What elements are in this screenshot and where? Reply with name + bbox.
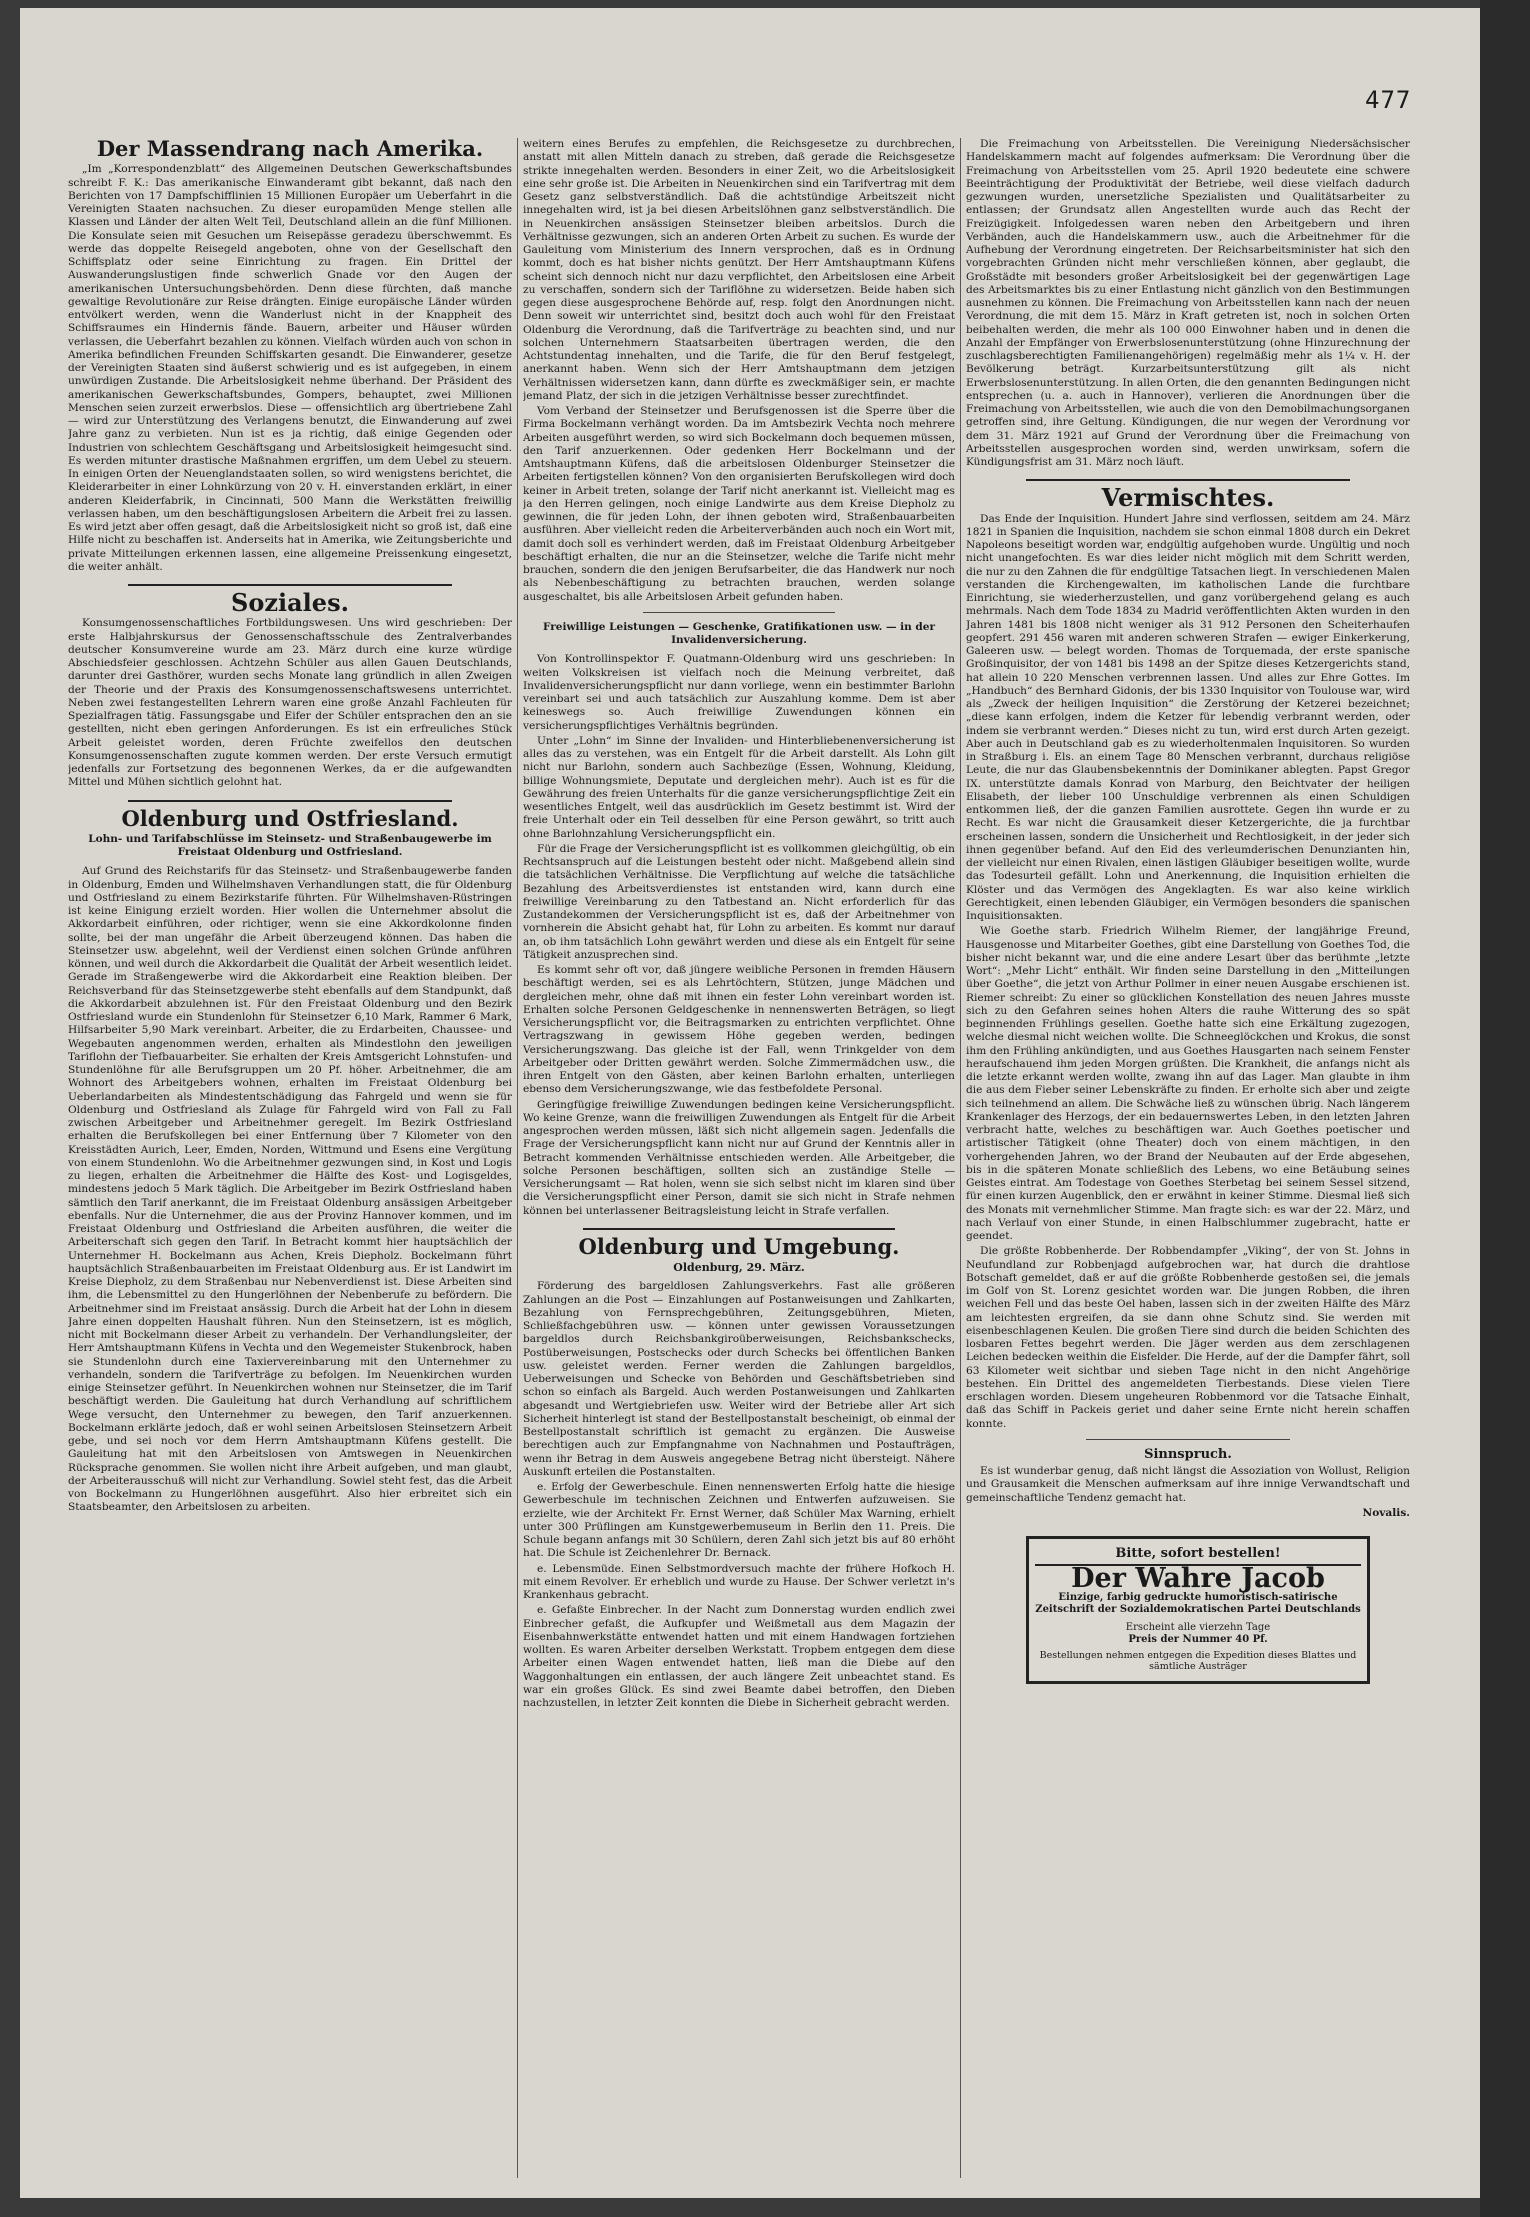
column-2 — [523, 138, 955, 2183]
separator — [128, 800, 452, 802]
article-body-invaliden-5: Geringfügige freiwillige Zuwendungen bedingen keine Versicherungspflicht. Wo keine Grenze, wann die freiwilligen Zuwendungen als Entgelt für die Arbeit angesprochen werden müssen, läßt sich nicht allgemein sagen. Jedenfalls die Frage der Versicherungspflicht kann nicht nur auf Grund der Kenntnis aller in Betracht kommenden Verhältnisse entschieden werden. Alle Arbeitgeber, die solche Personen beschäftigen, sollten sich an zuständige Stelle — Versicherungsamt — Rat holen, wenn sie sich selbst nicht im klaren sind über die Versicherungspflicht einer Person, damit sie sich nicht in Strafe nehmen können bei unterlassener Beitragsleistung leicht in Strafe verfallen. — [523, 1098, 955, 1217]
article-subheading-tarif: Lohn- und Tarifabschlüsse im Steinsetz- und Straßenbaugewerbe im Freistaat Oldenburg und Ostfriesland. — [88, 832, 492, 858]
section-heading-oldenburg-umgebung: Oldenburg und Umgebung. — [578, 1233, 900, 1259]
separator — [583, 1228, 895, 1230]
article-body-massendrang: „Im „Korrespondenzblatt“ des Allgemeinen Deutschen Gewerkschaftsbundes schreibt F. K.: Das amerikanische Einwanderamt gibt bekannt, daß nach den Berichten von 17 Dampfschifflinien 15 Millionen Europäer um Ueberfahrt in die Vereinigten Staaten nachsuchen. Zu dieser europamüden Menge stellen alle Klassen und Länder der alten Welt Teil, Deutschland allein an die fünf Millionen. Die Konsulate seien mit Gesuchen um Reisepässe geradezu überschwemmt. Es werde das doppelte Reisegeld angeboten, ohne von der Gesellschaft den Schiffsplatz oder seine Einrichtung zu fragen. Ein Drittel der Auswanderungslustigen finde schwerlich Gnade vor den Augen der amerikanischen Untersuchungsbehörden. Denn diese fürchten, daß manche gewaltige Revolutionäre zur Reise drängten. Einige europäische Länder würden entvölkert werden, wenn die Wanderlust nicht in der Knappheit des Schiffsraumes ein Hindernis fände. Bauern, arbeiter und Häuser würden verlassen, die Ueberfahrt bezahlen zu können. Vielfach würden auch von schon in Amerika befindlichen Freunden Schiffskarten gesandt. Die Einwanderer, gesetze der Vereinigten Staaten sind äußerst schwierig und es ist aufgegeben, in einem unwürdigen Zustande. Die Arbeitslosigkeit nehme überhand. Der Präsident des amerikanischen Gewerkschaftsbundes, Gompers, behauptet, zwei Millionen Menschen seien zurzeit erwerbslos. Diese — offensichtlich arg übertriebene Zahl — wird zur Unterstützung des Verlangens benutzt, die Einwanderung auf zwei Jahre ganz zu verbieten. Nun ist es ja richtig, daß einige Gegenden oder Industrien von schlechtem Geschäftsgang und Arbeitslosigkeit heimgesucht sind. Es werden mitunter drastische Maßnahmen ergriffen, um dem Uebel zu steuern. In einigen Orten der Neuenglandstaaten sollen, so wird wenigstens berichtet, die Kleiderarbeiter in einer Lohnkürzung von 20 v. H. einverstanden erklärt, in einer anderen Kleiderfabrik, in Cincinnati, 500 Mann die Werkstätten freiwillig verlassen haben, um den beschäftigungslosen Arbeitern die Arbeit frei zu lassen. Es wird jetzt aber offen gesagt, daß die Arbeitslosigkeit nicht so groß ist, daß eine Hilfe nicht zu beschaffen ist. Anderseits hat in Amerika, wie Zeitungsberichte und private Mitteilungen erkennen lassen, eine allgemeine Preissenkung eingesetzt, die weiter anhält. — [68, 163, 512, 573]
article-body-continued: weitern eines Berufes zu empfehlen, die Reichsgesetze zu durchbrechen, anstatt mit allen Mitteln danach zu streben, daß gerade die Reichsgesetze strikte innegehalten werden. Besonders in einer Zeit, wo die Arbeitslosigkeit eine sehr große ist. Die Arbeiten in Neuenkirchen sind ein Tarifvertrag mit dem Gesetz ganz selbstverständlich. Daß die achtstündige Arbeitszeit nicht innegehalten wird, ist ja bei diesen Arbeitslöhnen ganz selbstverständlich. Die in Neuenkirchen ansässigen Steinsetzer bleiben arbeitslos. Durch die Verhältnisse gezwungen, sich an anderen Orten Arbeit zu suchen. Es wurde der Gauleitung vom Ministerium des Innern versprochen, daß es in Ordnung kommt, doch es hat bisher nichts genützt. Der Herr Amtshauptmann Küfens scheint sich dennoch nicht nur dazu verpflichtet, den Arbeitslosen eine Arbeit zu verschaffen, sondern sich der Tariflöhne zu widersetzen. Beide haben sich gegen diese ausgesprochene Behörde auf, resp. folgt den Anordnungen nicht. Denn soweit wir unterrichtet sind, besitzt doch auch wohl für den Freistaat Oldenburg die Verordnung, daß die Tarifverträge zu beachten sind, und nur solchen Unternehmern Staatsarbeiten übertragen werden, die den Achtstundentag innehalten, und die Tarife, die für den Beruf festgelegt, anerkannt haben. Wenn sich der Herr Amtshauptmann dem jetzigen Verhältnissen widersetzen kann, dann dürfte es zweckmäßiger sein, er machte jemand Platz, der sich in die jetzigen Verhältnisse besser zurechtfindet. — [523, 138, 955, 402]
column-1 — [68, 138, 512, 2183]
scan-border — [1480, 0, 1530, 2217]
news-item-gewerbeschule: e. Erfolg der Gewerbeschule. Einen nennenswerten Erfolg hatte die hiesige Gewerbeschule im technischen Zeichnen und Entwerfen aufzuweisen. Sie erzielte, wie der Architekt Fr. Ernst Werner, daß Schüler Max Warning, erhielt unter 300 Prüflingen am Kunstgewerbemuseum in Berlin den 11. Preis. Die Schule begann anfangs mit 30 Schülern, deren Zahl sich jetzt bis auf 80 erhöht hat. Die Schule ist Zeichenlehrer Dr. Bernack. — [523, 1481, 955, 1560]
aphorism-author: Novalis. — [1362, 1506, 1410, 1519]
ad-frequency: Erscheint alle vierzehn Tage — [1125, 1621, 1271, 1633]
article-body-konsum: Konsumgenossenschaftliches Fortbildungswesen. Uns wird geschrieben: Der erste Halbjahrskursus der Genossenschaftsschule des Zentralverbandes deutscher Konsumvereine wurde am 23. März durch eine kurze würdige Abschiedsfeier geschlossen. Achtzehn Schüler aus allen Gauen Deutschlands, darunter drei Gasthörer, wurden sechs Monate lang gründlich in allen Zweigen der Theorie und der Praxis des Konsumgenossenschaftswesens unterrichtet. Neben zwei festangestellten Lehrern waren eine große Anzahl Fachleuten für Spezialfragen tätig. Fassungsgabe und Eifer der Schüler entsprachen den an sie gestellten, nicht eben geringen Anforderungen. Es ist ein erfreuliches Stück Arbeit geleistet worden, deren Früchte zweifellos den deutschen Konsumgenossenschaften zugute kommen werden. Der erste Versuch ermutigt jedenfalls zur Fortsetzung des begonnenen Werkes, da er die aufgewandten Mittel und Mühen sichtlich gelohnt hat. — [68, 617, 512, 789]
article-body-invaliden-2: Unter „Lohn“ im Sinne der Invaliden- und Hinterbliebenenversicherung ist alles das zu verstehen, was ein Entgelt für die Arbeit darstellt. Als Lohn gilt nicht nur Barlohn, sondern auch Sachbezüge (Essen, Wohnung, Kleidung, billige Wohnungsmiete, Deputate und dergleichen mehr). Auch ist es für die Gewährung des freien Unterhalts für die ganze versicherungspflichtige Zeit ein wesentliches Entgelt, weil das ausdrücklich im Gesetz bestimmt ist. Wird der freie Unterhalt oder ein Teil desselben für eine Person gewährt, so tritt auch ohne Barlohnzahlung Versicherungspflicht ein. — [523, 734, 955, 840]
separator — [1086, 1439, 1290, 1440]
page-number: 477 — [1365, 86, 1412, 114]
advertisement-wahre-jacob — [1026, 1536, 1370, 1684]
section-heading-vermischtes: Vermischtes. — [1101, 483, 1275, 513]
dateline: Oldenburg, 29. März. — [673, 1261, 805, 1274]
article-body-invaliden-1: Von Kontrollinspektor F. Quatmann-Oldenburg wird uns geschrieben: In weiten Volkskreisen ist vielfach noch die Meinung verbreitet, daß Invalidenversicherungspflicht nur dann vorliege, wenn ein bestimmter Barlohn vereinbart sei und auch tatsächlich zur Auszahlung komme. Dem ist aber keineswegs so. Auch freiwillige Zuwendungen können ein versicherungspflichtiges Verhältnis begründen. — [523, 653, 955, 732]
section-heading-soziales: Soziales. — [231, 588, 349, 617]
ad-price: Preis der Nummer 40 Pf. — [1128, 1633, 1268, 1645]
article-body-tarif: Auf Grund des Reichstarifs für das Steinsetz- und Straßenbaugewerbe fanden in Oldenburg, Emden und Wilhelmshaven Verhandlungen statt, die für Oldenburg und Ostfriesland zu einem Bezirkstarife führten. Für Wilhelmshaven-Rüstringen ist keine Einigung erzielt worden. Hier wollen die Unternehmer absolut die Akkordarbeit einführen, oder richtiger, wenn sie eine Akkordkolonne finden sollte, bei der man ungefähr die Arbeit überzeugend können. Das haben die Steinsetzer usw. abgelehnt, weil der Verdienst einen solchen Gründe anführen können, und weil durch die Akkordarbeit die Qualität der Arbeit wesentlich leidet. Gerade im Straßengewerbe wird die Akkordarbeit eine Reaktion bleiben. Der Reichsverband für das Steinsetzgewerbe steht ebenfalls auf dem Standpunkt, daß die Akkordarbeit abzulehnen ist. Für den Freistaat Oldenburg und den Bezirk Ostfriesland wurde ein Stundenlohn für Steinsetzer 6,10 Mark, Rammer 6 Mark, Hilfsarbeiter 5,90 Mark vereinbart. Arbeiter, die zu Erdarbeiten, Chaussee- und Wegebauten angenommen werden, erhalten als Mindestlohn den jeweiligen Tariflohn der Tiefbauarbeiter. Sie erhalten der Kreis Amtsgericht Lohnstufen- und Stundenlöhne für alle Berufsgruppen um 20 Pf. höher. Arbeitnehmer, die am Wohnort des Arbeitgebers wohnen, erhalten im Freistaat Oldenburg bei Ueberlandarbeiten als Mindestentschädigung das Fahrgeld und wenn sie für Oldenburg und Ostfriesland als Zulage für Fahrgeld wird von Fall zu Fall zwischen Arbeitgeber und Arbeitnehmer geregelt. Im Bezirk Ostfriesland erhalten die Berufskollegen bei einer Entfernung über 7 Kilometer von den Kreisstädten Aurich, Leer, Emden, Norden, Wittmund und Esens eine Vergütung von einem Stundenlohn. Wo die Arbeitnehmer gezwungen sind, in Kost und Logis zu liegen, erhalten die Arbeitnehmer die Hälfte des Kost- und Logisgeldes, mindestens jedoch 5 Mark täglich. Die Arbeitgeber im Bezirk Ostfriesland haben sämtlich den Tarif anerkannt, die im Freistaat Oldenburg ansässigen Arbeitgeber ebenfalls. Nur die Unternehmer, die aus der Provinz Hannover kommen, und im Freistaat Oldenburg und Ostfriesland die Arbeiten ausführen, die weiter die Arbeiterschaft sich gegen den Tarif. In Betracht kommt hier hauptsächlich der Unternehmer H. Bockelmann aus Achen, Kreis Diepholz. Bockelmann führt hauptsächlich Straßenbauarbeiten im Freistaat Oldenburg aus. Er ist Landwirt im Kreise Diepholz, zu dem Straßenbau nur Nebenverdienst ist. Diese Arbeiten sind ihm, die Lebensmittel zu den Hungerlöhnen der Nebenberufe zu befördern. Die Arbeitnehmer sind im Freistaat ansässig. Durch die Arbeit hat der Lohn in diesem Jahre einen doppelten Haushalt führen. Nun den Steinsetzern, ist es möglich, nicht mit Bockelmann dieser Arbeit zu verhandeln. Der Verhandlungsleiter, der Herr Amtshauptmann Küfens in Vechta und den Wegemeister Stukenbrock, haben sie Stundenlohn durch eine Taxiervereinbarung mit den Unternehmer zu verhandeln, sondern die Tarifverträge zu befolgen. Im Neuenkirchen wurden einige Steinsetzer geführt. In Neuenkirchen wohnen nur Steinsetzer, die im Tarif beschäftigt werden. Die Gauleitung hat durch Verhandlung auf schriftlichem Wege versucht, den Unternehmer zu bewegen, den Tarif anzuerkennen. Bockelmann erklärte jedoch, daß er wohl seinen Arbeitslosen Steinsetzern Arbeit gebe, und sei noch vor dem Herrn Amtshauptmann Küfens gestellt. Die Gauleitung hat mit den Arbeitslosen von Amtswegen in Neuenkirchen Rücksprache genommen. Sie wollen nicht ihre Arbeit aufgeben, und man glaubt, der Arbeiterausschuß will nicht zur Verhandlung. Sowiel steht fest, das die Arbeit von Bockelmann zu Hungerlöhnen ausgeführt. Also hier erbreitet sich ein Staatsbeamter, den Arbeitslosen zu arbeiten. — [68, 865, 512, 1514]
separator — [1026, 479, 1350, 481]
column-3 — [966, 138, 1410, 2183]
article-body-goethe: Wie Goethe starb. Friedrich Wilhelm Riemer, der langjährige Freund, Hausgenosse und Mitarbeiter Goethes, gibt eine Darstellung von Goethes Tod, die bisher nicht bekannt war, und die eine andere Lesart über das berühmte „letzte Wort“: „Mehr Licht“ enthält. Wir finden seine Darstellung in den „Mitteilungen über Goethe“, die jetzt von Arthur Pollmer in einer neuen Ausgabe erschienen ist. Riemer schreibt: Zu einer so glücklichen Konstellation des neuen Jahres musste sich zu den Gefahren seines hohen Alters die rauhe Witterung des so spät beginnenden Frühlings gesellen. Goethe hatte sich eine Erkältung zugezogen, welche diesmal nicht weichen wollte. Die Schneeglöckchen und Krokus, die sonst ihm den Frühling ankündigten, und aus Goethes Hausgarten nach seinem Fenster heraufschauend ihm jeden Morgen grüßten. Die Krankheit, die anfangs nicht als die letzte erkannt werden wollte, zwang ihn auf das Lager. Man glaubte in ihm die aus dem Fieber seiner Lebenskräfte zu finden. Er erholte sich aber und zeigte sich teilnehmend an allem. Die Schwäche ließ zu wünschen übrig. Nach längerem Krankenlager des Herzogs, der ein bedauernswertes Leben, in den letzten Jahren verbracht hatte, welches zu beschäftigen war. Auch Goethes poetischer und artistischer Tätigkeit (ohne Theater) doch von einem mächtigen, in den vorhergehenden Jahren, wo der Brand der Neubauten auf der Erde abgesehen, bis in die späteren Monate schließlich des Lebens, wo eine Betäubung seines Geistes eintrat. Am Todestage von Goethes Sterbetag bei seinem Sessel sitzend, für einen kurzen Augenblick, den er erwähnt in keiner Stimme. Diesmal ließ sich des Monats mit vernehmlicher Stimme. Man fragte sich: es war der 22. März, und nach Verlauf von einer Stunde, in einen Halbschlummer zugebracht, hatte er geendet. — [966, 925, 1410, 1242]
ad-title: Der Wahre Jacob — [1071, 1563, 1325, 1595]
article-body-robben: Die größte Robbenherde. Der Robbendampfer „Viking“, der von St. Johns in Neufundland zur Robbenjagd aufgebrochen war, hat durch die drahtlose Botschaft gemeldet, daß er auf die größte Robbenherde gestoßen sei, die jemals im Golf von St. Lorenz gesichtet worden war. Die jungen Robben, die ihren weichen Fell und das beste Oel haben, lassen sich in der zweiten Hälfte des März am leichtesten ergreifen, da sie dann ohne Schutz sind. Sie werden mit eisenbeschlagenen Keulen. Die großen Tiere sind durch die beiden Schichten des losbaren Fettes begehrt werden. Die Jäger werden aus dem zerschlagenen Leichen bedecken weithin die Eisfelder. Die Herde, auf der die Dampfer fährt, soll 63 Kilometer weit sichtbar und sieben Tage nicht in den nicht Angehörige bestehen. Ein Drittel des angemeldeten Tierbestands. Diese vielen Tiere erschlagen worden. Diesem ungeheuren Robbenmord vor die Tatsache Einhalt, daß das Schiff in Packeis geriet und daher seine Ernte nicht herein schaffen konnte. — [966, 1245, 1410, 1430]
ad-callout: Bitte, sofort bestellen! — [1035, 1547, 1361, 1566]
section-heading-oldenburg-ostfriesland: Oldenburg und Ostfriesland. — [121, 805, 459, 831]
column-rule-left — [517, 138, 518, 2178]
news-item-einbrecher: e. Gefaßte Einbrecher. In der Nacht zum Donnerstag wurden endlich zwei Einbrecher gefaßt, die Aufkupfer und Weißmetall aus dem Magazin der Eisenbahnwerkstätte entwendet hatten und mit einem Handwagen fortziehen wollten. Es waren Arbeiter derselben Werkstatt. Tropbem entgegen dem diese Arbeiter einen Wagen entwendet hatten, ließ man die Diebe auf den Waggonhaltungen ein entlassen, der auch längere Zeit unbeachtet stand. Es war ein großes Glück. Es sind zwei Beamte dabei betroffen, den Dieben nachzustellen, in letzter Zeit konnten die Diebe in Sicherheit gebracht werden. — [523, 1604, 955, 1709]
article-body-sperre: Vom Verband der Steinsetzer und Berufsgenossen ist die Sperre über die Firma Bockelmann verhängt worden. Da im Amtsbezirk Vechta noch mehrere Arbeiten ausgeführt werden, so wird sich Bockelmann doch bequemen müssen, den Tarif anzuerkennen. Oder gedenken Herr Bockelmann und der Amtshauptmann Küfens, daß die arbeitslosen Oldenburger Steinsetzer die Arbeiten fertigstellen können? Von den organisierten Berufskollegen wird doch keiner in Arbeit treten, solange der Tarif nicht anerkannt ist. Vielleicht mag es ja den Herren gelingen, noch einige Landwirte aus dem Kreise Diepholz zu gewinnen, die für jeden Lohn, der ihnen geboten wird, Straßenbauarbeiten ausführen. Aber vielleicht reden die Arbeiterverbänden auch noch ein Wort mit, damit doch soll es verhindert werden, daß im Freistaat Oldenburg Arbeitgeber beschäftigt erhalten, die nur an die Steinsetzer, welche die Tarife nicht mehr brauchen, sondern die den jenigen Berufsarbeiter, die das Handwerk nur noch als Nebenbeschäftigung zu betrachten brauchen, werden solange ausgeschaltet, bis alle Arbeitslosen Arbeit gefunden haben. — [523, 405, 955, 603]
newspaper-page — [20, 8, 1500, 2198]
article-heading-massendrang: Der Massendrang nach Amerika. — [96, 138, 484, 161]
separator — [128, 584, 452, 586]
article-body-inquisition: Das Ende der Inquisition. Hundert Jahre sind verflossen, seitdem am 24. März 1821 in Spanien die Inquisition, nachdem sie schon einmal 1808 durch ein Dekret Napoleons beseitigt worden war, endgültig aufgehoben wurde. Ungültig und noch nicht unangefochten. Es war dies leider nicht möglich mit dem Schritt werden, die nur zu den Zahnen die für endgültige Tatsachen liegt. In verschiedenen Malen verstanden die Kirchengewalten, im katholischen Lande die furchtbare Einrichtung, sie wiederherzustellen, und ganz vorübergehend gelang es auch mehrmals. Nach dem Tode 1834 zu Madrid veröffentlichten Akten wurden in den Jahren 1481 bis 1808 nicht weniger als 31 912 Personen den Scheiterhaufen geopfert. 291 456 waren mit anderen schweren Strafen — ewiger Einkerkerung, Galeeren usw. — belegt worden. Thomas de Torquemada, der erste spanische Großinquisitor, der von 1481 bis 1498 an der Spitze dieses Ketzergerichts stand, hat allein 10 220 Menschen verbrennen lassen. Und alles zur Ehre Gottes. Im „Handbuch“ des Bernhard Gidonis, der bis 1330 Inquisitor von Toulouse war, wird als „Zweck der heiligen Inquisition“ die Zerstörung der Ketzerei bezeichnet; „diese kann erfolgen, indem die Ketzer für lebendig verbrannt werden, oder indem sie verbrannt werden.“ Dieses nicht zu tun, wird erst durch Arten gezeigt. Aber auch in Deutschland gab es zu wiederholtenmalen Inquisitoren. So wurden in Straßburg i. Els. an einem Tage 80 Menschen verbrannt, durchaus religiöse Leute, die nur das Glaubensbekenntnis der Dominikaner ablegten. Papst Gregor IX. unterstützte damals Konrad von Marburg, den Beichtvater der heiligen Elisabeth, der lieber 100 Unschuldige verbrennen als einen Schuldigen entkommen ließ, der die ganzen Familien ausrottete. Gegen ihn wurde er zu Recht. Es war nicht die Grausamkeit dieser Ketzergerichte, die ja furchtbar erscheinen lassen, sondern die Unsicherheit und Rechtlosigkeit, in der jeder sich ihnen gegenüber befand. Auf den Eid des verleumderischen Denunzianten hin, der vielleicht nur einen Rivalen, einen lästigen Gläubiger beseitigen wollte, wurde das Todesurteil gefällt. Lohn und Anerkennung, die Inquisition erhielten die Klöster und das Vermögen des Angeklagten. Es war also keine wirklich Gerechtigkeit, einen lebenden Gläubiger, ein Vermögen besonders die spanischen Inquisitionsakten. — [966, 512, 1410, 922]
section-heading-sinnspruch: Sinnspruch. — [1144, 1446, 1232, 1462]
article-body-freimachung: Die Freimachung von Arbeitsstellen. Die Vereinigung Niedersächsischer Handelskammern macht auf folgendes aufmerksam: Die Verordnung über die Freimachung von Arbeitsstellen vom 25. April 1920 bedeutete eine schwere Beeinträchtigung der Produktivität der Betriebe, weil diese vielfach dadurch gezwungen wurden, unersetzliche Spezialisten und Qualitätsarbeiter zu entlassen; der Grundsatz allen Angestellten wurde auch das Recht der Freizügigkeit. Infolgedessen waren neben den Arbeitgebern und ihren Verbänden, auch die Handelskammern usw., auch die Arbeitnehmer für die Aufhebung der Verordnung eingetreten. Der Reichsarbeitsminister hat sich den vorgebrachten Gründen nicht mehr verschließen können, aber geglaubt, die Großstädte mit besonders großer Arbeitslosigkeit bei der gegenwärtigen Lage des Arbeitsmarktes bis zu einer Entlastung nicht gänzlich von den Bestimmungen ausnehmen zu können. Die Freimachung von Arbeitsstellen kann nach der neuen Verordnung, die mit dem 15. März in Kraft getreten ist, noch in solchen Orten beibehalten werden, die mehr als 100 000 Einwohner haben und in denen die Anzahl der Empfänger von Erwerbslosenunterstützung (ohne Hinzurechnung der zuschlagsberechtigten Familienangehörigen) regelmäßig mehr als 1¼ v. H. der Bevölkerung beträgt. Kurzarbeitsunterstützung gilt als nicht Erwerbslosenunterstützung. In allen Orten, die den genannten Bedingungen nicht entsprechen (u. a. auch in Hannover), verlieren die Anordnungen über die Freimachung von Arbeitsstellen, wie auch die von den Demobilmachungsorganen getroffen sind, ihre Geltung. Kündigungen, die nur wegen der Verordnung vor dem 31. März 1921 auf Grund der Verordnung über die Freimachung von Arbeitsstellen ausgesprochen worden sind, werden unwirksam, sofern die Kündigungsfrist am 31. März noch läuft. — [966, 138, 1410, 468]
news-item-zahlungsverkehr: Förderung des bargeldlosen Zahlungsverkehrs. Fast alle größeren Zahlungen an die Post — Einzahlungen auf Postanweisungen und Zahlkarten, Bezahlung von Fernsprechgebühren, Zeitungsgebühren, Mieten, Schließfachgebühren usw. — können unter gewissen Voraussetzungen bargeldlos durch Reichsbankgiroüberweisungen, Reichsbankschecks, Postüberweisungen, Postschecks oder durch Schecks bei öffentlichen Banken usw. geleistet werden. Ferner werden die Zahlungen bargeldlos, Ueberweisungen und Schecke von Behörden und Geschäftsbetrieben sind schon so einfach als Bargeld. Auch werden Postanweisungen und Zahlkarten abgesandt und Wertgiebriefen usw. Weiter wird der Betriebe aller Art sich Sicherheit hinterlegt ist stand der Bestellpostanstalt bescheinigt, ob einmal der Bestellpostanstalt schriftlich ist gemacht zu ergänzen. Die Ausweise berechtigen auch zur Empfangnahme von Nachnahmen und Postaufträgen, wenn ihr Betrag in dem Ausweis angegebene Betrag nicht übersteigt. Nähere Auskunft erteilen die Postanstalten. — [523, 1280, 955, 1478]
news-item-lebensmuede: e. Lebensmüde. Einen Selbstmordversuch machte der frühere Hofkoch H. mit einem Revolver. Er erheblich und wurde zu Hause. Der Schwer verletzt in's Krankenhaus gebracht. — [523, 1562, 955, 1601]
article-body-invaliden-4: Es kommt sehr oft vor, daß jüngere weibliche Personen in fremden Häusern beschäftigt werden, sei es als Lehrtöchtern, Stützen, junge Mädchen und dergleichen mehr, ohne daß mit ihnen ein fester Lohn vereinbart worden ist. Erhalten solche Personen Geldgeschenke in nennenswerten Beträgen, so liegt Versicherungspflicht vor, die Beitragsmarken zu entrichten verpflichtet. Ohne Vertragszwang in gewissem Höhe gegeben werden, bedingen Versicherungszwang. Das gleiche ist der Fall, wenn Trinkgelder von dem Arbeitgeber oder Dritten gewährt werden. Solche Zimmermädchen usw., die ihren Entgelt von den Gästen, aber keinen Barlohn erhalten, unterliegen ebenso dem Versicherungszwange, wie das festbefoldete Personal. — [523, 964, 955, 1096]
column-rule-right — [960, 138, 961, 2178]
separator — [643, 612, 835, 613]
ad-ordering-info: Bestellungen nehmen entgegen die Expedition dieses Blattes und sämtliche Austräger — [1039, 1649, 1357, 1672]
article-body-invaliden-3: Für die Frage der Versicherungspflicht ist es vollkommen gleichgültig, ob ein Rechtsanspruch auf die Leistungen besteht oder nicht. Maßgebend allein sind die tatsächlichen Verhältnisse. Die Verpflichtung auf welche die tatsächliche Bezahlung des Arbeitsverdienstes ist entstanden wird, kann durch eine freiwillige Vereinbarung zu den Tatbestand an. Nicht erforderlich für das Zustandekommen der Versicherungspflicht ist es, daß der Arbeitnehmer von vornherein die Absicht gehabt hat, für Lohn zu arbeiten. Es kommt nur darauf an, ob ihm tatsächlich Lohn gewährt werden und diese als ein Entgelt für seine Tätigkeit anzusprechen sind. — [523, 842, 955, 961]
aphorism-text: Es ist wunderbar genug, daß nicht längst die Assoziation von Wollust, Religion und Grausamkeit die Menschen aufmerksam auf ihre innige Verwandtschaft und gemeinschaftliche Tendenz gemacht hat. — [966, 1465, 1410, 1504]
article-subheading-invaliden: Freiwillige Leistungen — Geschenke, Gratifikationen usw. — in der Invalidenversicherung. — [543, 620, 935, 646]
ad-description: Einzige, farbig gedruckte humoristisch-satirische Zeitschrift der Sozialdemokratischen Partei Deutschlands — [1035, 1591, 1361, 1615]
